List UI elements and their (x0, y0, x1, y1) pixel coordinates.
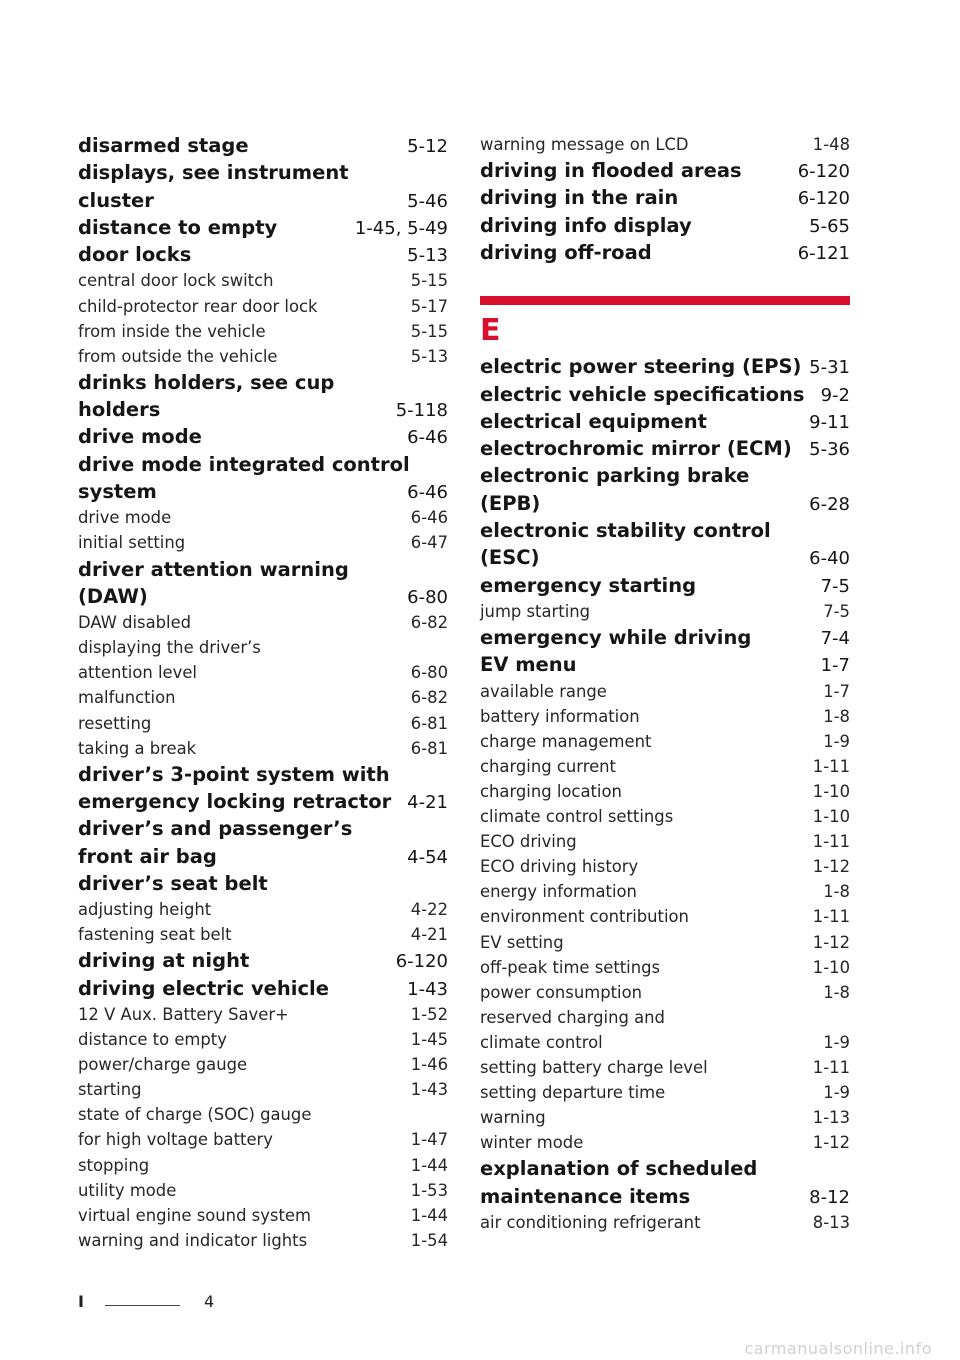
index-entry-page: 1-10 (812, 782, 850, 802)
index-entry (78, 319, 448, 344)
index-entry-page: 6-82 (410, 688, 448, 708)
index-entry-page: 6-120 (797, 188, 850, 210)
index-entry-label: drive mode (78, 508, 172, 528)
index-column-left (78, 132, 448, 1253)
index-entry (480, 1055, 850, 1080)
index-entry (480, 729, 850, 754)
index-entry-label: ECO driving (480, 832, 577, 852)
index-entry-page: 6-47 (410, 533, 448, 553)
index-entry-page: 1-8 (823, 882, 850, 902)
watermark: carmanualsonline.info (744, 1339, 932, 1358)
index-entry-page: 1-48 (812, 135, 850, 154)
index-entry (78, 1102, 448, 1127)
index-entry-page: 1-46 (410, 1055, 448, 1075)
index-entry-page: 1-43 (410, 1080, 448, 1100)
index-entry-label: for high voltage battery (78, 1130, 273, 1150)
index-entry-page: 1-11 (812, 1058, 850, 1078)
index-entry-page: 1-44 (410, 1205, 448, 1225)
index-entry-label: attention level (78, 663, 197, 683)
index-entry-label: emergency while driving (480, 626, 752, 650)
index-entry-page: 1-45, 5-49 (354, 217, 448, 239)
index-entry-page: 5-118 (395, 400, 448, 422)
index-entry-label: setting departure time (480, 1083, 666, 1103)
index-entry (78, 736, 448, 761)
index-entry-label: utility mode (78, 1180, 177, 1200)
index-entry-label: climate control settings (480, 807, 674, 827)
index-entry-page: 1-12 (812, 932, 850, 952)
index-entry (78, 1153, 448, 1178)
index-entry-label: charging current (480, 756, 616, 776)
index-entry (78, 711, 448, 736)
index-entry-label: driving at night (78, 949, 250, 973)
index-entry (78, 635, 448, 660)
index-entry-label: available range (480, 681, 607, 701)
index-entry-page: 1-7 (823, 681, 850, 701)
index-entry-label: ECO driving history (480, 857, 639, 877)
index-entry (78, 294, 448, 319)
index-entry-label: driving in flooded areas (480, 159, 742, 183)
index-entry-page: 7-5 (823, 601, 850, 621)
index-entry-label: distance to empty (78, 1030, 227, 1050)
index-entry (78, 214, 448, 241)
footer-section-letter: I (78, 1292, 84, 1311)
index-entry-label: driver’s and passenger’s (78, 817, 353, 841)
index-entry (480, 879, 850, 904)
index-entry (480, 704, 850, 729)
index-entry (480, 239, 850, 266)
index-entry-page: 5-13 (410, 346, 448, 366)
index-entry-page: 5-12 (407, 136, 448, 157)
index-entry-page: 7-4 (820, 628, 850, 650)
index-entry-label: distance to empty (78, 215, 278, 239)
index-entry-page: 1-11 (812, 907, 850, 927)
index-entry-page: 1-7 (820, 655, 850, 677)
index-entry-label: disarmed stage (78, 134, 249, 157)
index-entry-label: power consumption (480, 982, 642, 1002)
index-entry-label: driving info display (480, 213, 692, 237)
index-entry (78, 922, 448, 947)
index-entry-label: emergency locking retractor (78, 789, 392, 813)
index-entry (78, 1127, 448, 1152)
index-entry (480, 829, 850, 854)
index-entry-page: 5-46 (407, 190, 448, 212)
index-entry (480, 572, 850, 599)
index-entry-page: 5-31 (809, 357, 850, 379)
index-entry (78, 1027, 448, 1052)
index-entry-label: electrical equipment (480, 409, 707, 433)
index-entry-page: 4-22 (410, 900, 448, 920)
index-entry-label: cluster (78, 188, 154, 212)
index-entry-page: 1-43 (407, 978, 448, 1000)
index-entry (480, 599, 850, 624)
index-entry-page: 1-52 (410, 1004, 448, 1024)
index-entry-page: 5-17 (410, 296, 448, 316)
index-entry-label: air conditioning refrigerant (480, 1213, 701, 1233)
index-entry (78, 870, 448, 897)
index-entry (480, 435, 850, 462)
index-entry (78, 268, 448, 293)
index-entry-label: off-peak time settings (480, 957, 661, 977)
index-entry-page: 6-80 (407, 586, 448, 608)
index-entry-label: energy information (480, 882, 637, 902)
index-entry (78, 556, 448, 583)
index-entry-label: front air bag (78, 844, 217, 868)
index-entry-label: initial setting (78, 533, 186, 553)
index-entry (480, 1030, 850, 1055)
index-entry-label: environment contribution (480, 907, 689, 927)
index-entry-label: setting battery charge level (480, 1058, 708, 1078)
index-entry-label: electric vehicle specifications (480, 382, 805, 406)
index-entry-label: malfunction (78, 688, 176, 708)
index-entry (480, 930, 850, 955)
index-entry-label: explanation of scheduled (480, 1157, 758, 1181)
index-entry-label: child-protector rear door lock (78, 296, 318, 316)
index-entry (78, 685, 448, 710)
index-entry (78, 530, 448, 555)
index-entry-page: 5-65 (809, 215, 850, 237)
index-entry-page: 5-13 (407, 245, 448, 267)
index-entry-page: 1-11 (812, 756, 850, 776)
index-entry-label: electronic parking brake (480, 464, 750, 488)
index-entry (480, 624, 850, 651)
index-entry (480, 779, 850, 804)
index-entry-label: (DAW) (78, 584, 148, 608)
index-entry-label: drive mode integrated control (78, 452, 410, 476)
index-entry (78, 423, 448, 450)
section-divider-bar (480, 296, 850, 305)
index-entry-label: taking a break (78, 738, 197, 758)
index-entry-label: virtual engine sound system (78, 1205, 311, 1225)
index-entry-page: 1-13 (812, 1108, 850, 1128)
index-list-e (480, 353, 850, 1235)
index-entry (78, 1203, 448, 1228)
index-entry (78, 478, 448, 505)
index-entry (480, 651, 850, 678)
index-entry-label: EV menu (480, 653, 577, 677)
section-letter-heading: E (480, 313, 501, 349)
index-entry-page: 1-12 (812, 857, 850, 877)
index-entry-page: 1-11 (812, 832, 850, 852)
index-entry-page: 1-54 (410, 1230, 448, 1250)
index-entry-label: warning (480, 1108, 546, 1128)
index-entry-page: 6-120 (395, 951, 448, 973)
index-entry-page: 5-15 (410, 271, 448, 291)
index-entry-label: charging location (480, 782, 622, 802)
index-entry-page: 6-46 (410, 508, 448, 528)
footer-divider (105, 1305, 180, 1306)
index-entry-label: reserved charging and (480, 1007, 665, 1027)
index-entry-label: stopping (78, 1155, 150, 1175)
index-entry (480, 157, 850, 184)
index-entry (480, 1155, 850, 1182)
index-entry-label: driving in the rain (480, 186, 679, 210)
index-entry-label: from outside the vehicle (78, 346, 278, 366)
index-entry-label: adjusting height (78, 900, 212, 920)
index-entry-label: warning message on LCD (480, 135, 689, 154)
index-entry-page: 9-2 (820, 384, 850, 406)
index-entry-page: 6-82 (410, 613, 448, 633)
index-entry (480, 754, 850, 779)
index-entry-page: 7-5 (820, 575, 850, 597)
index-entry-page: 1-8 (823, 982, 850, 1002)
index-entry (480, 980, 850, 1005)
index-entry-label: climate control (480, 1032, 603, 1052)
index-entry-label: electric power steering (EPS) (480, 355, 802, 379)
index-entry (480, 353, 850, 380)
index-entry (78, 159, 448, 186)
index-entry (480, 904, 850, 929)
index-entry (78, 975, 448, 1002)
index-entry-page: 6-80 (410, 663, 448, 683)
index-entry (78, 897, 448, 922)
index-entry-label: drive mode (78, 425, 202, 449)
index-entry (480, 490, 850, 517)
index-entry-page: 8-12 (809, 1186, 850, 1208)
index-entry (480, 804, 850, 829)
index-entry-page: 4-21 (407, 791, 448, 813)
index-entry (480, 132, 850, 157)
index-entry (480, 1080, 850, 1105)
index-entry-page: 1-8 (823, 706, 850, 726)
index-entry-label: maintenance items (480, 1184, 691, 1208)
index-entry-label: resetting (78, 713, 152, 733)
index-entry (480, 184, 850, 211)
index-entry-page: 6-81 (410, 713, 448, 733)
index-entry-label: winter mode (480, 1133, 584, 1153)
index-entry (78, 583, 448, 610)
index-entry (78, 815, 448, 842)
index-entry (480, 854, 850, 879)
index-entry-page: 9-11 (809, 411, 850, 433)
index-entry-label: DAW disabled (78, 613, 192, 633)
index-entry (78, 505, 448, 530)
index-entry (78, 761, 448, 788)
index-entry (78, 1002, 448, 1027)
index-entry-label: fastening seat belt (78, 925, 232, 945)
index-entry (78, 241, 448, 268)
index-entry-label: central door lock switch (78, 271, 274, 291)
index-entry (78, 344, 448, 369)
index-entry-label: emergency starting (480, 573, 697, 597)
index-entry (480, 1130, 850, 1155)
index-entry-label: driver’s 3-point system with (78, 762, 390, 786)
index-entry-label: electrochromic mirror (ECM) (480, 437, 792, 461)
index-column-right (480, 132, 850, 1235)
index-entry-page: 1-53 (410, 1180, 448, 1200)
index-entry-label: driving electric vehicle (78, 976, 329, 1000)
index-entry-label: displaying the driver’s (78, 638, 261, 658)
index-entry-page: 1-9 (823, 1032, 850, 1052)
index-entry-page: 1-10 (812, 957, 850, 977)
index-entry (78, 1077, 448, 1102)
index-entry (480, 1183, 850, 1210)
index-entry-label: battery information (480, 706, 640, 726)
index-entry (480, 544, 850, 571)
index-entry-page: 1-45 (410, 1030, 448, 1050)
index-entry-label: state of charge (SOC) gauge (78, 1105, 312, 1125)
index-entry-page: 5-36 (809, 439, 850, 461)
index-entry (78, 788, 448, 815)
index-entry (480, 408, 850, 435)
index-entry (78, 610, 448, 635)
index-entry (480, 462, 850, 489)
index-entry (78, 1052, 448, 1077)
index-entry-label: electronic stability control (480, 519, 771, 543)
index-entry-page: 6-46 (407, 427, 448, 449)
index-entry-label: driver’s seat belt (78, 871, 268, 895)
index-entry-label: EV setting (480, 932, 564, 952)
index-entry (480, 1005, 850, 1030)
index-entry-page: 1-47 (410, 1130, 448, 1150)
index-entry (78, 1178, 448, 1203)
index-entry-label: starting (78, 1080, 142, 1100)
index-entry-label: power/charge gauge (78, 1055, 248, 1075)
index-entry (78, 1228, 448, 1253)
index-entry-label: (EPB) (480, 491, 541, 515)
index-entry-label: door locks (78, 243, 192, 267)
index-entry-page: 4-54 (407, 846, 448, 868)
index-entry-page: 5-15 (410, 321, 448, 341)
index-entry-label: from inside the vehicle (78, 321, 266, 341)
index-entry-page: 8-13 (812, 1213, 850, 1233)
index-entry-page: 6-121 (797, 242, 850, 264)
index-entry-label: system (78, 480, 157, 504)
index-entry-label: drinks holders, see cup (78, 370, 335, 394)
index-entry (78, 396, 448, 423)
index-entry-label: charge management (480, 731, 652, 751)
index-entry (480, 955, 850, 980)
index-entry (480, 381, 850, 408)
index-entry (480, 679, 850, 704)
index-entry-label: jump starting (480, 601, 591, 621)
index-entry (78, 843, 448, 870)
index-entry-label: displays, see instrument (78, 161, 349, 185)
index-entry (78, 369, 448, 396)
index-entry-label: (ESC) (480, 546, 540, 570)
index-entry-page: 1-12 (812, 1133, 850, 1153)
index-entry-page: 6-40 (809, 548, 850, 570)
index-entry (78, 132, 448, 159)
index-entry (78, 451, 448, 478)
index-entry-page: 6-46 (407, 482, 448, 504)
index-entry-label: driving off-road (480, 240, 652, 264)
index-entry-page: 1-10 (812, 807, 850, 827)
index-entry-page: 1-9 (823, 1083, 850, 1103)
index-entry-page: 4-21 (410, 925, 448, 945)
index-entry-page: 6-81 (410, 738, 448, 758)
index-entry (480, 1210, 850, 1235)
index-entry-label: holders (78, 398, 161, 422)
index-entry-page: 6-28 (809, 493, 850, 515)
index-entry-label: 12 V Aux. Battery Saver+ (78, 1004, 289, 1024)
index-list-d-continued (480, 132, 850, 266)
index-entry (78, 660, 448, 685)
index-entry (480, 1105, 850, 1130)
index-entry-page: 6-120 (797, 161, 850, 183)
index-entry-page: 1-9 (823, 731, 850, 751)
index-entry (480, 517, 850, 544)
index-entry-label: driver attention warning (78, 557, 349, 581)
page-number: 4 (204, 1292, 215, 1311)
index-entry-label: warning and indicator lights (78, 1230, 308, 1250)
index-entry (78, 947, 448, 974)
index-entry (78, 187, 448, 214)
index-entry-page: 1-44 (410, 1155, 448, 1175)
index-entry (480, 212, 850, 239)
